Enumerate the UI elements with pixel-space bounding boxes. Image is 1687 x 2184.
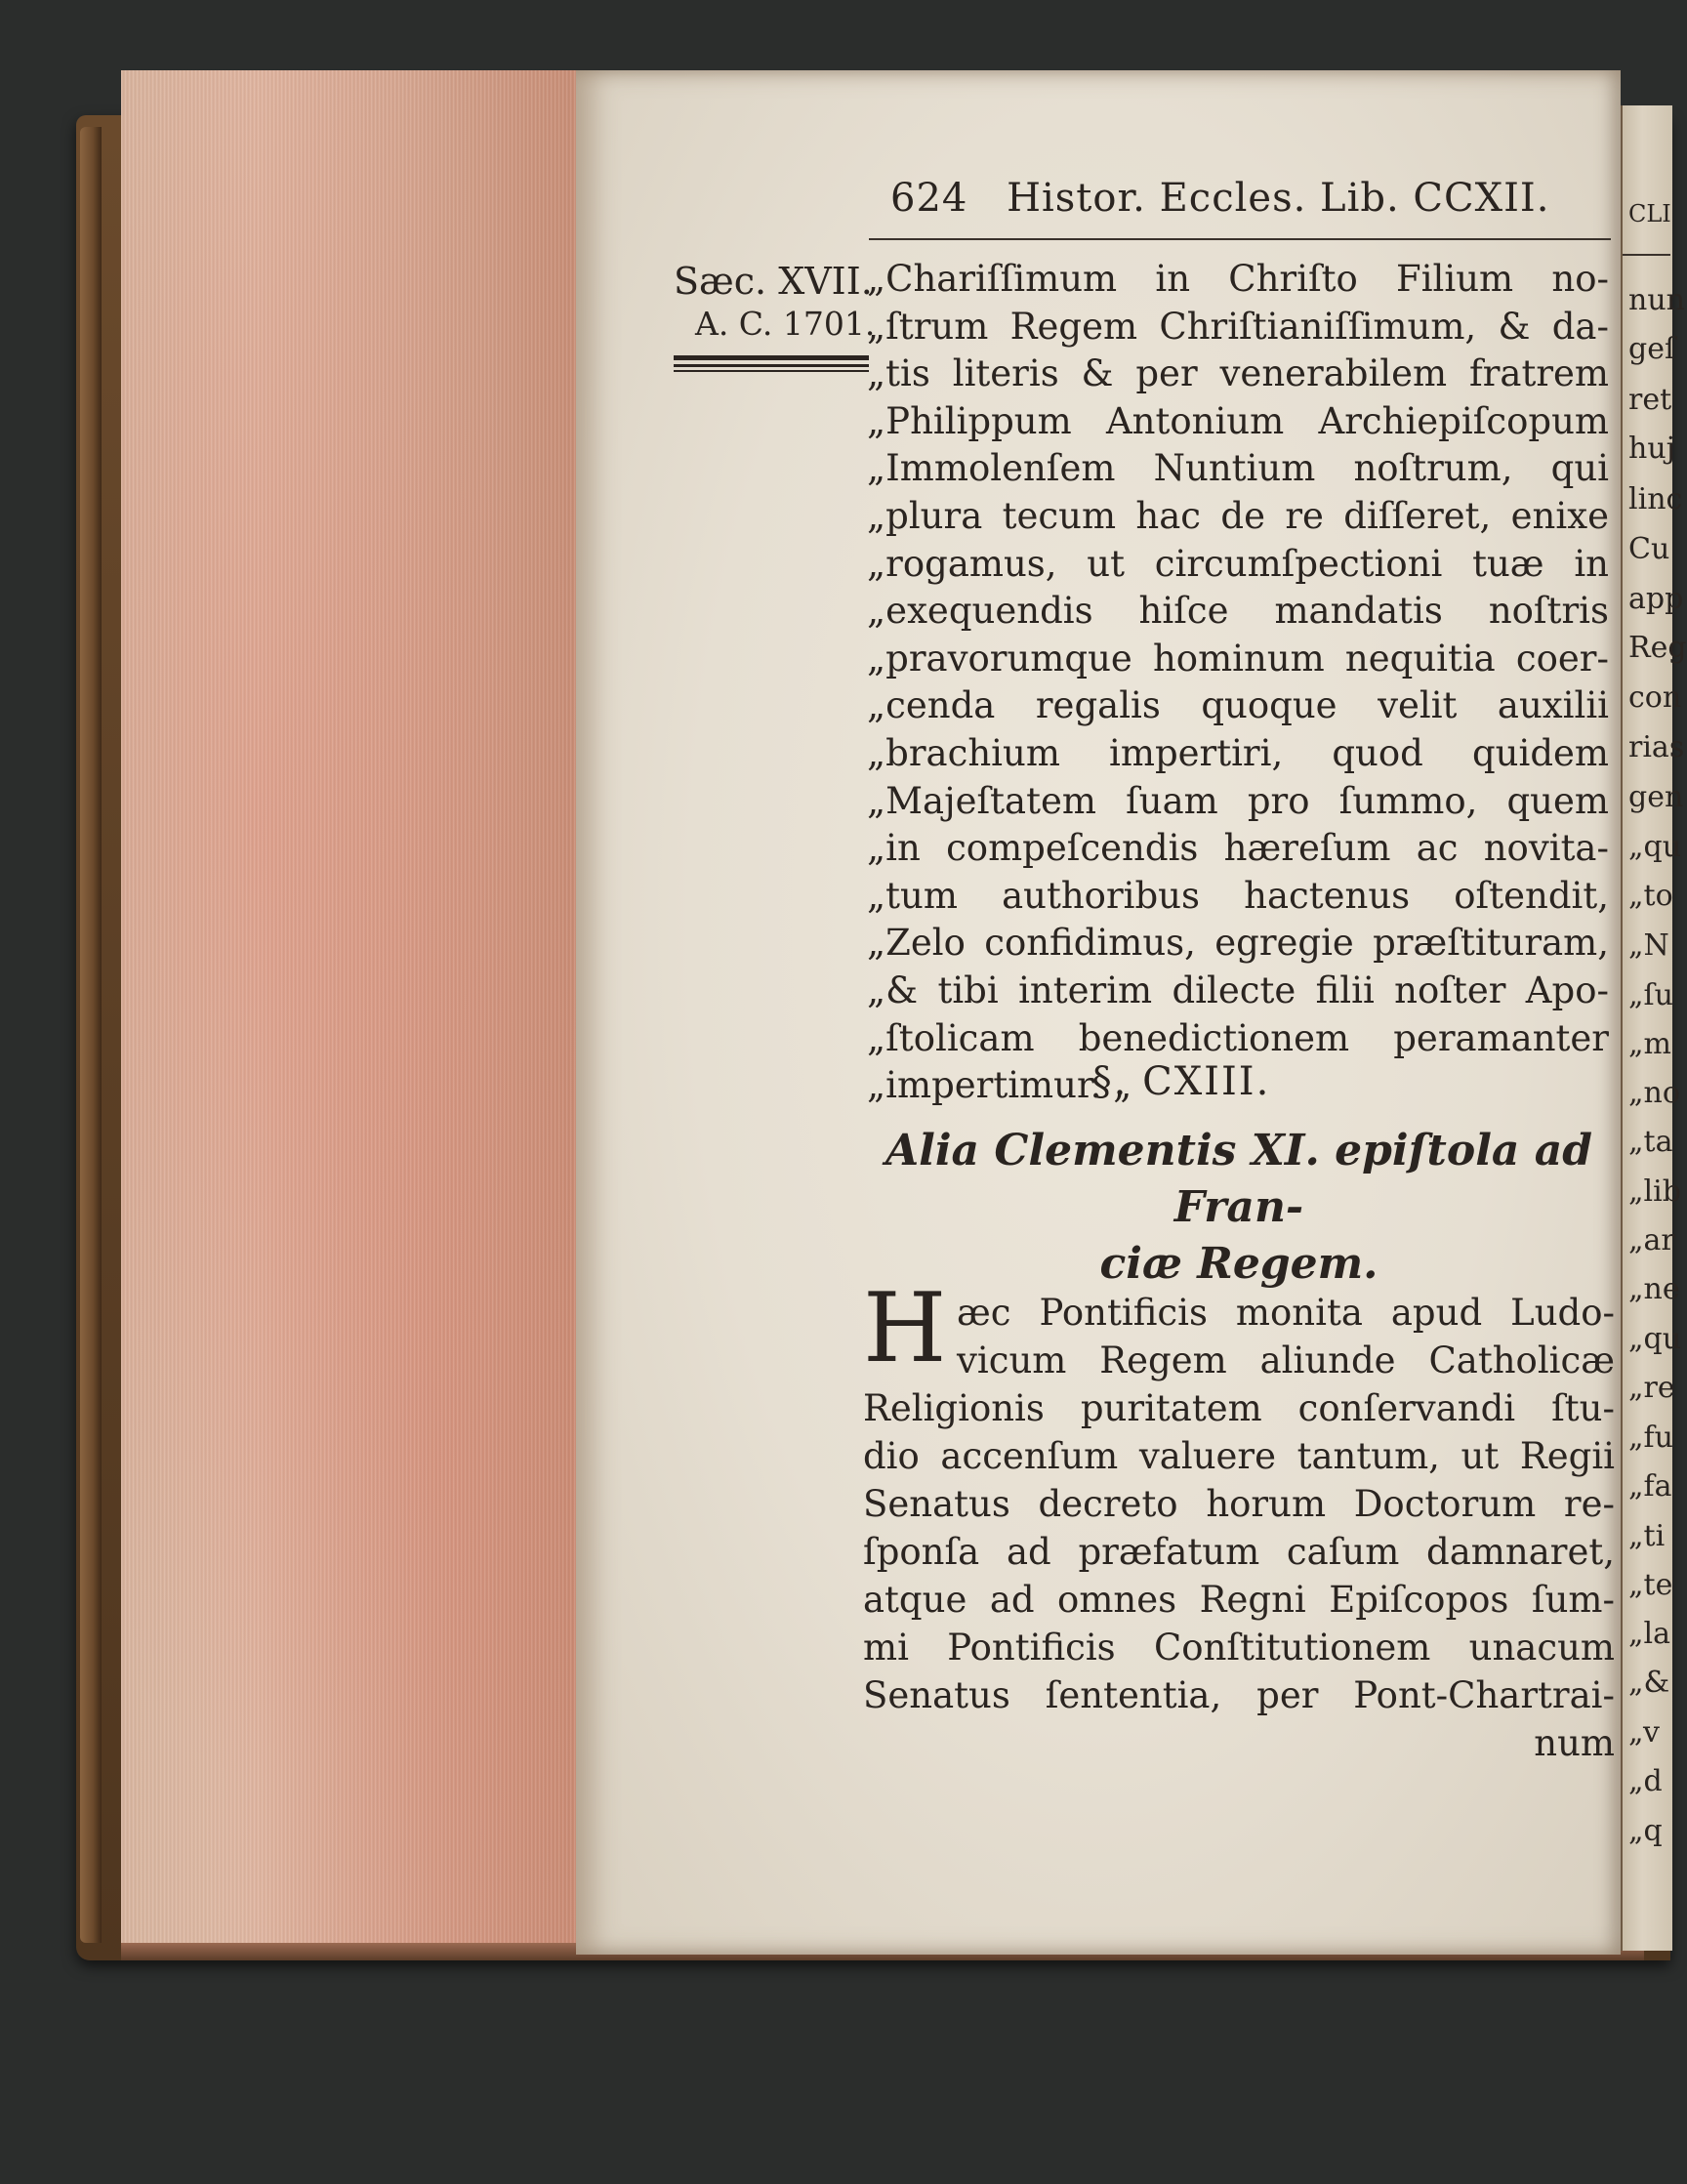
text-line: „ſtolicam benedictionem peramanter bbox=[867, 1016, 1609, 1059]
next-page-line-fragment: Cu bbox=[1628, 532, 1670, 566]
next-page-line-fragment: „ar bbox=[1628, 1223, 1675, 1257]
next-page-line-fragment: „N bbox=[1628, 928, 1669, 963]
page-stack-edge bbox=[121, 70, 579, 1955]
next-page-line-fragment: „ſu bbox=[1628, 978, 1673, 1012]
page-number: 624 bbox=[890, 176, 968, 221]
next-page-line-fragment: „no bbox=[1628, 1076, 1680, 1110]
section-title bbox=[863, 1123, 1615, 1293]
section-title-line: ciæ Regem. bbox=[1099, 1239, 1378, 1289]
header-rule bbox=[869, 238, 1611, 240]
next-page-line-fragment: huj bbox=[1628, 432, 1675, 466]
text-line: „ſtrum Regem Chriſtianiſſimum, & da- bbox=[867, 305, 1609, 348]
next-page-line-fragment: „v bbox=[1628, 1715, 1660, 1750]
next-page-line-fragment: „fa bbox=[1628, 1469, 1672, 1504]
text-line: Religionis puritatem conſervandi ſtu- bbox=[863, 1387, 1615, 1429]
next-page-line-fragment: „ti bbox=[1628, 1519, 1666, 1553]
margin-note-saeculum: Sæc. XVII. bbox=[674, 260, 873, 303]
text-line: „exequendis hiſce mandatis noſtris bbox=[867, 590, 1609, 633]
text-line: „cenda regalis quoque velit auxilii bbox=[867, 684, 1609, 727]
next-page-line-fragment: „d bbox=[1628, 1764, 1663, 1798]
margin-ornament-rule bbox=[674, 355, 869, 375]
text-line: „Majeſtatem ſuam pro ſummo, quem bbox=[867, 779, 1609, 822]
text-line: „tis literis & per venerabilem fratrem bbox=[867, 352, 1609, 395]
next-page-line-fragment: nun bbox=[1628, 283, 1685, 317]
book-spine-edge bbox=[80, 127, 102, 1943]
running-head bbox=[890, 176, 1549, 221]
next-page-line-fragment: app bbox=[1628, 582, 1684, 616]
next-page-line-fragment: „& bbox=[1628, 1666, 1670, 1700]
next-page-line-fragment: geſ bbox=[1628, 332, 1676, 366]
next-page-line-fragment: con bbox=[1628, 680, 1682, 715]
next-page-line-fragment: „fu bbox=[1628, 1421, 1673, 1455]
next-page-line-fragment: „ne bbox=[1628, 1272, 1680, 1306]
text-line: „impertimur. „ bbox=[867, 1064, 1132, 1107]
drop-cap: H bbox=[863, 1273, 947, 1384]
text-line: „tum authoribus hactenus oſtendit, bbox=[867, 874, 1609, 917]
next-page-line-fragment: „q bbox=[1628, 1814, 1663, 1848]
next-page-line-fragment: „la bbox=[1628, 1617, 1671, 1651]
text-line: ſponſa ad præfatum caſum damnaret, bbox=[863, 1531, 1615, 1573]
text-line: „brachium impertiri, quod quidem bbox=[867, 731, 1609, 774]
next-page-line-fragment: ret bbox=[1628, 383, 1672, 417]
next-page-line-fragment: CLI bbox=[1628, 200, 1671, 227]
text-line: vicum Regem aliunde Catholicæ bbox=[957, 1339, 1615, 1381]
next-page-line-fragment: linc bbox=[1628, 482, 1683, 516]
text-line: „rogamus, ut circumſpectioni tuæ in bbox=[867, 542, 1609, 585]
text-line: Senatus ſententia, per Pont-Chartrai- bbox=[863, 1674, 1615, 1716]
quoted-letter bbox=[867, 256, 1609, 1110]
next-page-line-fragment: „m bbox=[1628, 1027, 1671, 1061]
text-line: „Zelo confidimus, egregie præſtituram, bbox=[867, 922, 1609, 965]
text-line: dio accenſum valuere tantum, ut Regii bbox=[863, 1435, 1615, 1477]
next-page-line-fragment: „te bbox=[1628, 1568, 1673, 1602]
next-page-line-fragment: „to bbox=[1628, 879, 1673, 913]
text-line: „& tibi interim dilecte filii noſter Apo- bbox=[867, 968, 1609, 1011]
next-page-line-fragment: rias bbox=[1628, 730, 1685, 764]
text-line: „in compeſcendis hæreſum ac novita- bbox=[867, 827, 1609, 870]
next-page-line-fragment: „ta bbox=[1628, 1125, 1673, 1159]
text-line: atque ad omnes Regni Epiſcopos ſum- bbox=[863, 1579, 1615, 1621]
text-line: „Immolenſem Nuntium noſtrum, qui bbox=[867, 447, 1609, 490]
text-line: „Philippum Antonium Archiepiſcopum bbox=[867, 399, 1609, 442]
text-line: num bbox=[1534, 1722, 1615, 1764]
text-line: „plura tecum hac de re diſſeret, enixe bbox=[867, 494, 1609, 537]
next-page-rule bbox=[1623, 254, 1670, 256]
body-paragraph bbox=[863, 1289, 1615, 1767]
next-page-line-fragment: „lib bbox=[1628, 1174, 1681, 1209]
section-title-line: Alia Clementis XI. epiſtola ad Fran- bbox=[885, 1126, 1593, 1232]
text-line: „Chariſſimum in Chriſto Filium no- bbox=[867, 258, 1609, 300]
margin-note-year: A. C. 1701. bbox=[695, 305, 876, 343]
text-line: „pravorumque hominum nequitia coer- bbox=[867, 637, 1609, 680]
section-number: §. CXIII. bbox=[1091, 1059, 1271, 1104]
text-line: mi Pontificis Conſtitutionem unacum bbox=[863, 1627, 1615, 1669]
next-page-line-fragment: gen bbox=[1628, 780, 1684, 814]
running-head-title: Histor. Eccles. Lib. CCXII. bbox=[1007, 176, 1550, 221]
text-line: Senatus decreto horum Doctorum re- bbox=[863, 1483, 1615, 1525]
next-page-line-fragment: „qu bbox=[1628, 830, 1682, 864]
next-page-line-fragment: „re bbox=[1628, 1371, 1675, 1405]
text-line: æc Pontificis monita apud Ludo- bbox=[957, 1292, 1615, 1334]
next-page-line-fragment: „qu bbox=[1628, 1322, 1682, 1356]
next-page-line-fragment: Reg bbox=[1628, 631, 1687, 665]
